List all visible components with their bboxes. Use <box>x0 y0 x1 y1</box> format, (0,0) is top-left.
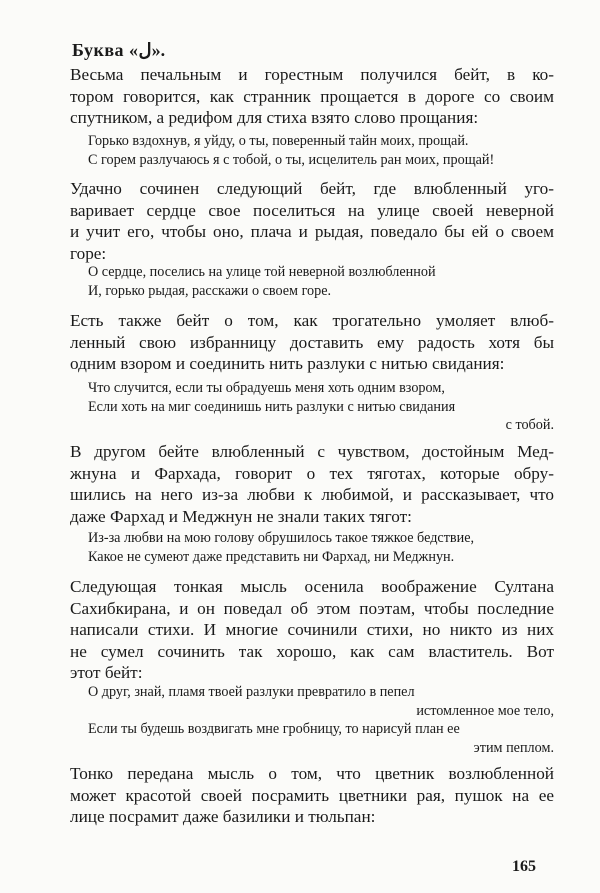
verse-line: С горем разлучаюсь я с тобой, о ты, исцелитель ран моих, прощай! <box>88 151 495 168</box>
paragraph-line: В другом бейте влюбленный с чувством, достойным Мед- <box>70 442 554 461</box>
verse-continuation: с тобой. <box>505 417 554 433</box>
paragraph-line: Весьма печальным и горестным получился бейт, в ко- <box>70 65 554 84</box>
page-number: 165 <box>512 858 536 875</box>
verse-5 <box>88 683 554 757</box>
paragraph-line: Есть также бейт о том, как трогательно умоляет влюб- <box>70 311 554 330</box>
verse-line: Что случится, если ты обрадуешь меня хоть одним взором, <box>88 380 445 396</box>
paragraph-line: варивает сердце свое поселиться на улице своей неверной <box>70 200 554 220</box>
verse-4 <box>88 529 554 566</box>
paragraph-line: даже Фархад и Меджнун не знали таких тягот: <box>70 506 412 526</box>
verse-line: И, горько рыдая, расскажи о своем горе. <box>88 282 332 299</box>
paragraph-3 <box>70 310 554 375</box>
paragraph-line: жнуна и Фархада, говорит о тех тяготах, которые обру- <box>70 463 554 483</box>
verse-2 <box>88 263 554 300</box>
verse-line: О друг, знай, пламя твоей разлуки превратило в пепел <box>88 684 415 700</box>
paragraph-4 <box>70 441 554 527</box>
verse-line: Горько вздохнув, я уйду, о ты, поверенный тайн моих, прощай. <box>88 133 469 149</box>
paragraph-5 <box>70 576 554 684</box>
paragraph-line: не сумел сочинить так хорошо, как сам властитель. Вот <box>70 641 554 661</box>
paragraph-line: горе: <box>70 243 107 263</box>
paragraph-line: этот бейт: <box>70 663 143 682</box>
verse-line: Если ты будешь воздвигать мне гробницу, то нарисуй план ее <box>88 721 460 737</box>
verse-line: Из-за любви на мою голову обрушилось такое тяжкое бедствие, <box>88 530 475 546</box>
verse-1 <box>88 132 554 169</box>
paragraph-line: Следующая тонкая мысль осенила воображение Султана <box>70 577 554 596</box>
paragraph-line: шились на него из-за любви к любимой, и рассказывает, что <box>70 485 554 504</box>
paragraph-line: Тонко передана мысль о том, что цветник возлюбленной <box>70 764 554 783</box>
paragraph-line: может красотой своей посрамить цветники рая, пушок на ее <box>70 785 554 805</box>
paragraph-line: лице посрамит даже базилики и тюльпан: <box>70 807 376 826</box>
paragraph-line: одним взором и соединить нить разлуки с нитью свидания: <box>70 354 505 373</box>
verse-continuation: истомленное мое тело, <box>416 702 554 719</box>
paragraph-line: спутником, а редифом для стиха взято слово прощания: <box>70 108 479 127</box>
verse-line: Если хоть на миг соединишь нить разлуки с нитью свидания <box>88 398 456 415</box>
paragraph-line: Сахибкирана, и он поведал об этом поэтам, чтобы последние <box>70 598 554 618</box>
paragraph-line: и учит его, чтобы оно, плача и рыдая, поведало бы ей о своем <box>70 222 554 241</box>
paragraph-line: тором говорится, как странник прощается в дороге со своим <box>70 86 554 106</box>
section-heading: Буква «ﻝ». <box>72 40 166 60</box>
verse-line: Какое не сумеют даже представить ни Фархад, ни Меджнун. <box>88 548 455 565</box>
paragraph-line: написали стихи. И многие сочинили стихи, но никто из них <box>70 620 554 639</box>
paragraph-line: ленный свою избранницу доставить ему радость хотя бы <box>70 332 554 352</box>
paragraph-6 <box>70 763 554 828</box>
paragraph-line: Удачно сочинен следующий бейт, где влюбленный уго- <box>70 179 554 198</box>
paragraph-1 <box>70 64 554 129</box>
verse-line: О сердце, поселись на улице той неверной возлюбленной <box>88 264 436 280</box>
paragraph-2 <box>70 178 554 264</box>
verse-continuation: этим пеплом. <box>473 739 554 756</box>
verse-3 <box>88 379 554 435</box>
